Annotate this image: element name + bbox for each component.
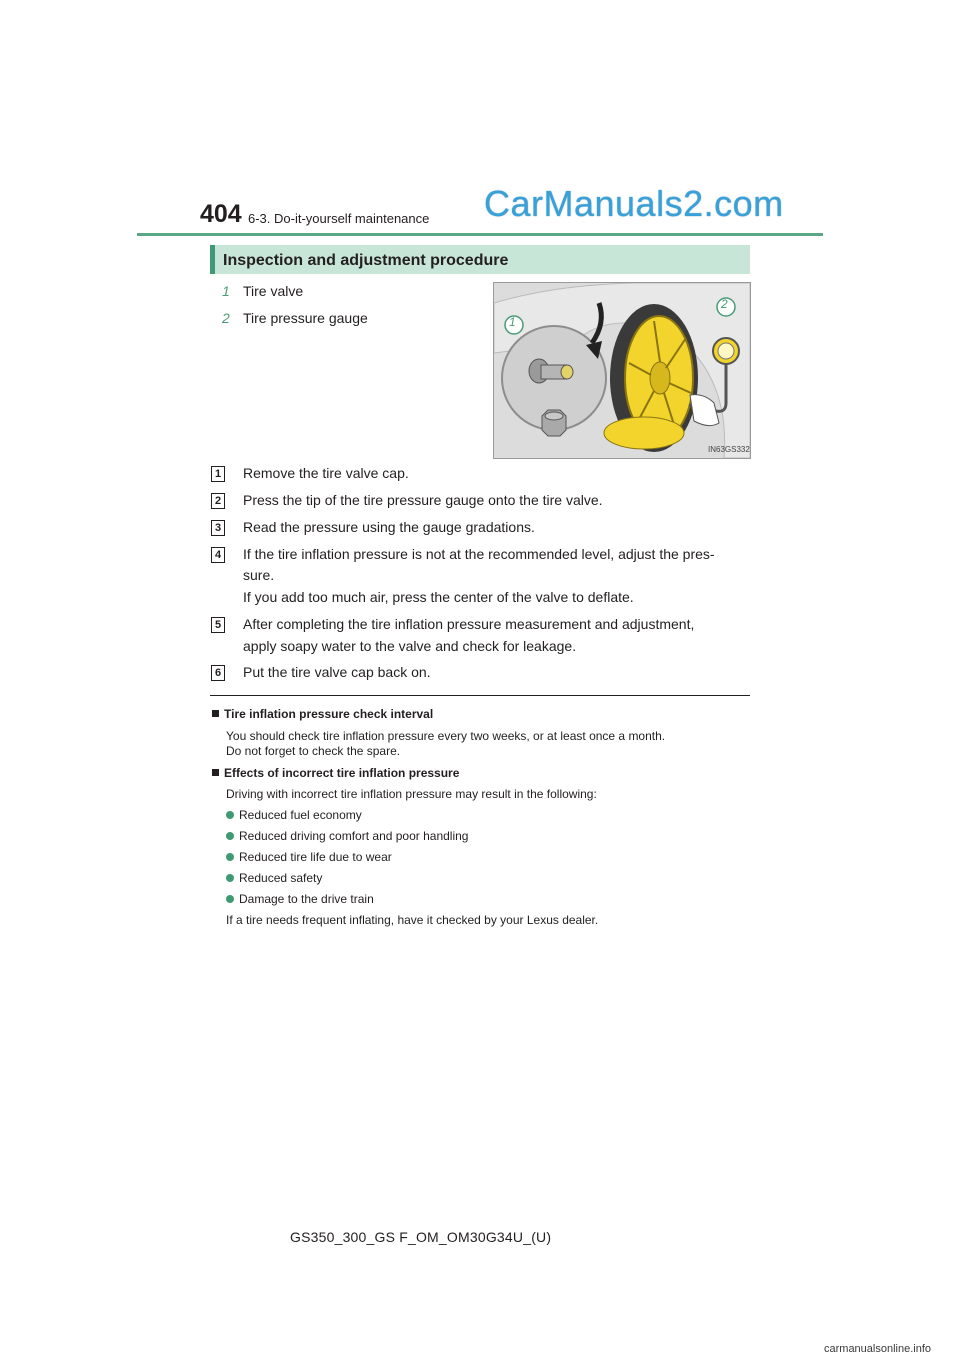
step-5-text-line-1: After completing the tire inflation pressure measurement and adjustment, bbox=[243, 616, 695, 632]
figure-code: IN63GS332 bbox=[708, 445, 750, 454]
note-interval-line-2: Do not forget to check the spare. bbox=[226, 744, 401, 758]
list-item: Reduced fuel economy bbox=[226, 808, 362, 822]
step-6-text: Put the tire valve cap back on. bbox=[243, 664, 431, 680]
section-divider bbox=[210, 695, 750, 696]
bullet-dot-icon bbox=[226, 874, 234, 882]
step-4-text-line-1: If the tire inflation pressure is not at the recommended level, adjust the pres- bbox=[243, 546, 715, 562]
step-6-number: 6 bbox=[211, 665, 225, 681]
bullet-dot-icon bbox=[226, 895, 234, 903]
step-4-text-line-2: sure. bbox=[243, 567, 275, 583]
model-code-footer: GS350_300_GS F_OM_OM30G34U_(U) bbox=[290, 1229, 552, 1245]
figure-marker-2: 2 bbox=[721, 297, 728, 311]
note-interval-heading bbox=[212, 707, 433, 721]
list-item: Reduced safety bbox=[226, 871, 322, 885]
step-2-text: Press the tip of the tire pressure gauge onto the tire valve. bbox=[243, 492, 603, 508]
square-bullet-icon bbox=[212, 710, 219, 717]
note-interval-line-1: You should check tire inflation pressure every two weeks, or at least once a month. bbox=[226, 729, 666, 743]
step-5-text-line-2: apply soapy water to the valve and check for leakage. bbox=[243, 638, 577, 654]
figure-marker-1: 1 bbox=[509, 315, 516, 329]
step-1-number: 1 bbox=[211, 466, 225, 482]
callout-2-label: Tire pressure gauge bbox=[243, 310, 368, 326]
step-5-number: 5 bbox=[211, 617, 225, 633]
callout-2-number: 2 bbox=[222, 310, 230, 326]
step-1-text: Remove the tire valve cap. bbox=[243, 465, 409, 481]
watermark-link[interactable]: carmanualsonline.info bbox=[824, 1343, 932, 1355]
note-interval-title: Tire inflation pressure check interval bbox=[224, 707, 434, 721]
procedure-heading-accent bbox=[210, 245, 215, 274]
list-item: Damage to the drive train bbox=[226, 892, 374, 906]
bullet-dot-icon bbox=[226, 853, 234, 861]
step-4-number: 4 bbox=[211, 547, 225, 563]
bullet-dot-icon bbox=[226, 832, 234, 840]
procedure-title: Inspection and adjustment procedure bbox=[223, 252, 509, 269]
callout-1-label: Tire valve bbox=[243, 283, 304, 299]
step-3-number: 3 bbox=[211, 520, 225, 536]
tire-illustration-svg bbox=[494, 283, 750, 458]
list-item: Reduced tire life due to wear bbox=[226, 850, 392, 864]
note-effects-title: Effects of incorrect tire inflation pressure bbox=[224, 766, 460, 780]
page-number: 404 bbox=[200, 200, 242, 228]
note-effects-intro: Driving with incorrect tire inflation pressure may result in the following: bbox=[226, 787, 597, 801]
watermark-logo[interactable]: CarManuals2.com bbox=[484, 183, 784, 224]
header-rule bbox=[137, 233, 823, 236]
list-item: Reduced driving comfort and poor handling bbox=[226, 829, 468, 843]
step-2-number: 2 bbox=[211, 493, 225, 509]
bullet-dot-icon bbox=[226, 811, 234, 819]
callout-1-number: 1 bbox=[222, 283, 230, 299]
step-3-text: Read the pressure using the gauge gradations. bbox=[243, 519, 535, 535]
step-4-text-line-3: If you add too much air, press the center of the valve to deflate. bbox=[243, 589, 634, 605]
note-closing: If a tire needs frequent inflating, have it checked by your Lexus dealer. bbox=[226, 913, 599, 927]
note-effects-heading bbox=[212, 766, 459, 780]
section-title: 6-3. Do-it-yourself maintenance bbox=[248, 211, 430, 226]
tire-valve-illustration bbox=[493, 282, 751, 459]
square-bullet-icon bbox=[212, 769, 219, 776]
